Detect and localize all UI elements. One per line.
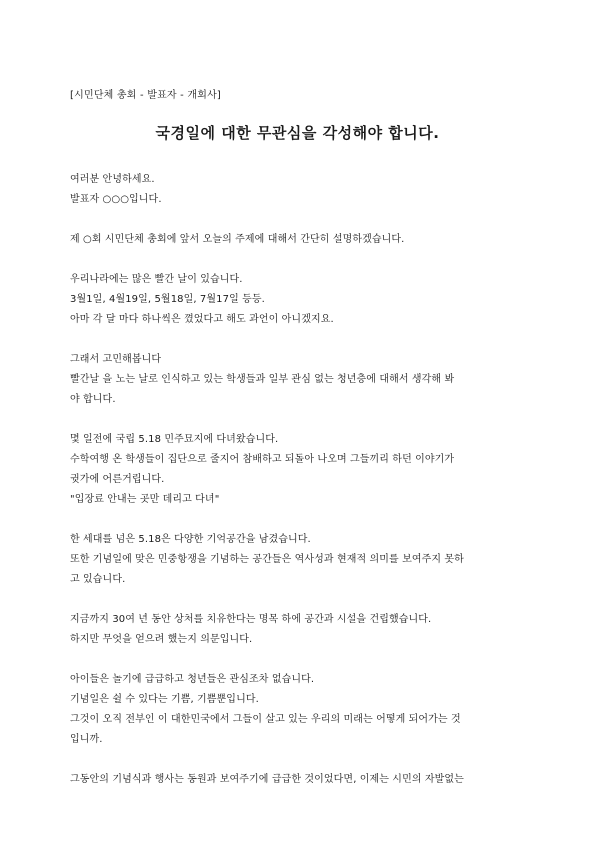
text-line: 몇 일전에 국립 5.18 민주묘지에 다녀왔습니다.	[70, 434, 279, 445]
text-line: 그래서 고민해봅니다	[70, 354, 162, 365]
paragraph	[70, 770, 530, 790]
paragraph	[70, 670, 530, 750]
text-line: 지금까지 30여 년 동안 상처를 치유한다는 명목 하에 공간과 시설을 건립했습니다.	[70, 614, 432, 625]
text-line: 야 합니다.	[70, 394, 116, 405]
text-line: 제 ○회 시민단체 총회에 앞서 오늘의 주제에 대해서 간단히 설명하겠습니다.	[70, 234, 405, 245]
paragraph	[70, 170, 530, 210]
text-line: 우리나라에는 많은 빨간 날이 있습니다.	[70, 274, 243, 285]
paragraph	[70, 350, 530, 410]
paragraph	[70, 610, 530, 650]
text-line: 고 있습니다.	[70, 574, 126, 585]
text-line: 여러분 안녕하세요.	[70, 174, 155, 185]
text-line: 3월1일, 4월19일, 5월18일, 7월17일 등등.	[70, 294, 265, 305]
text-line: 또한 기념일에 맞은 민중항쟁을 기념하는 공간들은 역사성과 현재적 의미를 보여주지 못하	[70, 554, 464, 565]
text-line: 그동안의 기념식과 행사는 동원과 보여주기에 급급한 것이었다면, 이제는 시민의 자발없는	[70, 774, 464, 785]
paragraph	[70, 430, 530, 510]
document-title: 국경일에 대한 무관심을 각성해야 합니다.	[155, 124, 440, 142]
text-line: 빨간날 을 노는 날로 인식하고 있는 학생들과 일부 관심 없는 청년층에 대해서 생각해 봐	[70, 374, 455, 385]
paragraph	[70, 230, 530, 250]
text-line: 기념일은 쉴 수 있다는 기쁨, 기쁨뿐입니다.	[70, 694, 259, 705]
text-line: 입니까.	[70, 734, 103, 745]
text-line: 아마 각 달 마다 하나씩은 꼈었다고 해도 과언이 아니겠지요.	[70, 314, 334, 325]
text-line: 한 세대를 넘은 5.18은 다양한 기억공간을 남겼습니다.	[70, 534, 311, 545]
text-line: "입장료 안내는 곳만 데리고 다녀"	[70, 494, 220, 505]
text-line: 수학여행 온 학생들이 집단으로 줄지어 참배하고 되돌아 나오며 그들끼리 하던 이야기가	[70, 454, 455, 465]
document-body	[70, 170, 530, 810]
document-header: [시민단체 총회 - 발표자 - 개회사]	[70, 90, 222, 101]
text-line: 발표자 ○○○입니다.	[70, 194, 162, 205]
text-line: 그것이 오직 전부인 이 대한민국에서 그들이 살고 있는 우리의 미래는 어떻게 되어가는 것	[70, 714, 461, 725]
text-line: 하지만 무엇을 얻으려 했는지 의문입니다.	[70, 634, 253, 645]
text-line: 귓가에 어른거립니다.	[70, 474, 165, 485]
text-line: 아이들은 놀기에 급급하고 청년들은 관심조차 없습니다.	[70, 674, 315, 685]
paragraph	[70, 270, 530, 330]
paragraph	[70, 530, 530, 590]
